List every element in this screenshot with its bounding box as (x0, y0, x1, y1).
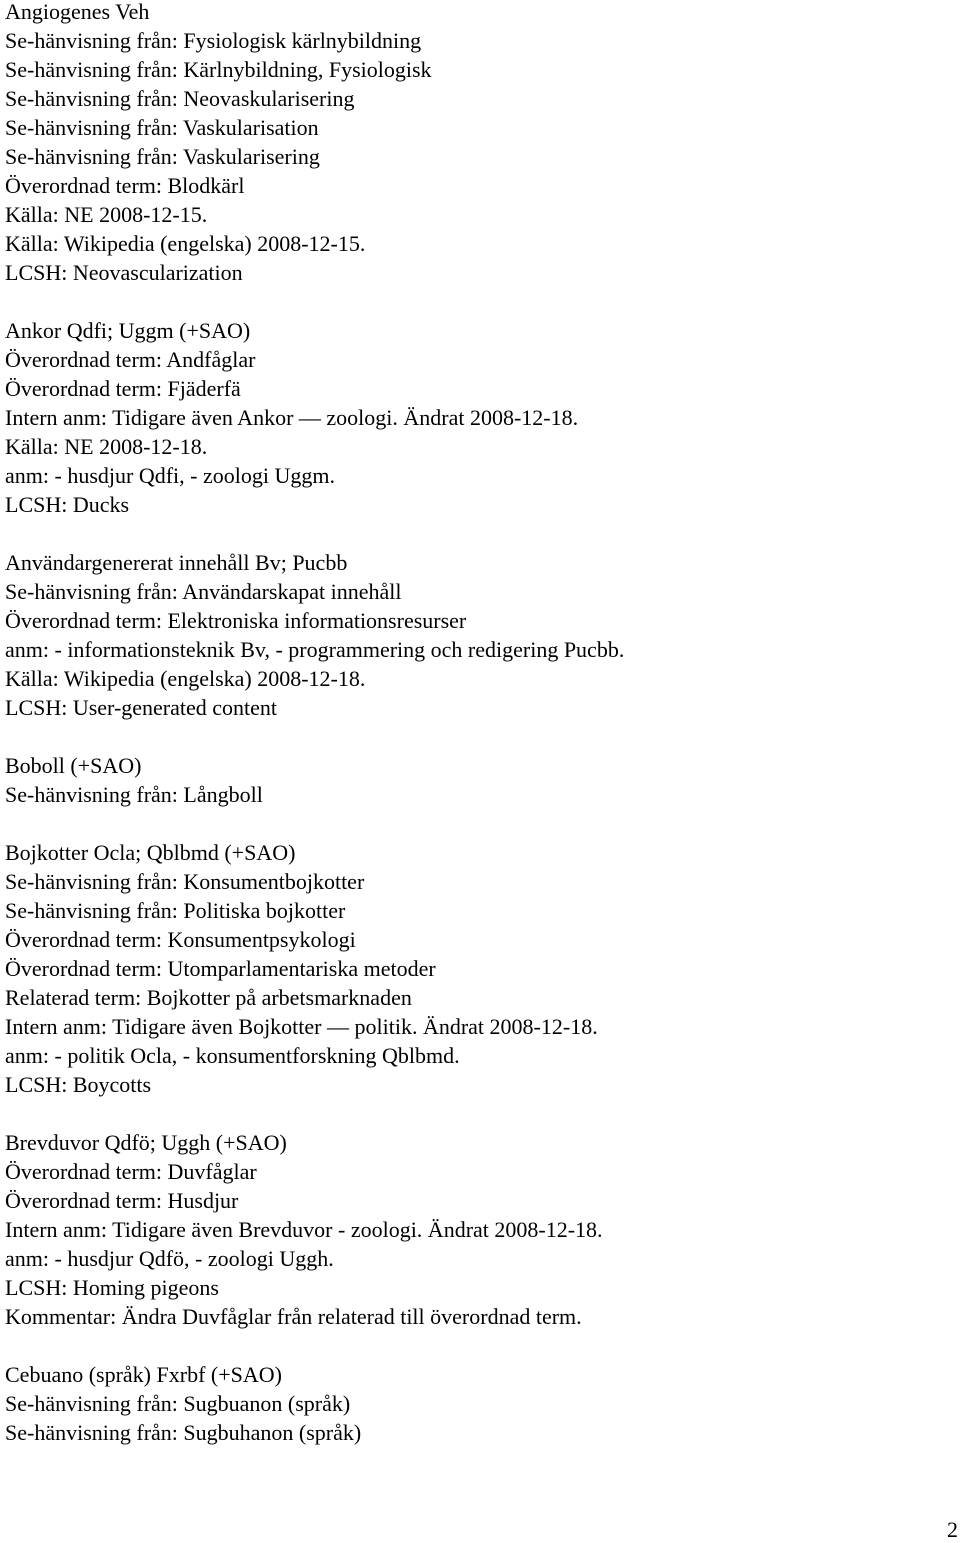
entry-line: Överordnad term: Duvfåglar (5, 1159, 257, 1184)
entry-line: Överordnad term: Elektroniska informationsresurser (5, 608, 467, 633)
entry-line: Relaterad term: Bojkotter på arbetsmarknaden (5, 985, 412, 1010)
thesaurus-entry (5, 1363, 955, 1450)
entry-heading: Boboll (+SAO) (5, 753, 142, 778)
page-number: 2 (947, 1517, 958, 1542)
entry-line: Intern anm: Tidigare även Brevduvor - zoologi. Ändrat 2008-12-18. (5, 1217, 603, 1242)
entry-line: Se-hänvisning från: Kärlnybildning, Fysiologisk (5, 57, 432, 82)
entry-line: Överordnad term: Blodkärl (5, 173, 245, 198)
thesaurus-entry (5, 841, 955, 1102)
entry-line: LCSH: Neovascularization (5, 260, 243, 285)
entry-line: Se-hänvisning från: Sugbuhanon (språk) (5, 1420, 362, 1445)
entry-heading: Angiogenes Veh (5, 0, 150, 24)
entry-line: Källa: NE 2008-12-18. (5, 434, 208, 459)
entry-line: anm: - politik Ocla, - konsumentforskning Qblbmd. (5, 1043, 460, 1068)
entry-line: Källa: NE 2008-12-15. (5, 202, 208, 227)
entry-line: Överordnad term: Husdjur (5, 1188, 239, 1213)
thesaurus-entry (5, 0, 955, 290)
entry-line: Se-hänvisning från: Långboll (5, 782, 263, 807)
entry-line: Se-hänvisning från: Vaskularisering (5, 144, 320, 169)
entry-line: Överordnad term: Utomparlamentariska metoder (5, 956, 436, 981)
thesaurus-entry (5, 551, 955, 725)
entry-line: Se-hänvisning från: Användarskapat innehåll (5, 579, 402, 604)
entry-line: Överordnad term: Fjäderfä (5, 376, 241, 401)
entry-line: Överordnad term: Konsumentpsykologi (5, 927, 356, 952)
entry-heading: Ankor Qdfi; Uggm (+SAO) (5, 318, 251, 343)
entry-line: anm: - husdjur Qdfi, - zoologi Uggm. (5, 463, 335, 488)
entry-line: Se-hänvisning från: Konsumentbojkotter (5, 869, 365, 894)
entry-line: Källa: Wikipedia (engelska) 2008-12-15. (5, 231, 366, 256)
thesaurus-entries (5, 0, 955, 1479)
entry-line: Se-hänvisning från: Sugbuanon (språk) (5, 1391, 351, 1416)
entry-line: LCSH: Ducks (5, 492, 130, 517)
entry-heading: Bojkotter Ocla; Qblbmd (+SAO) (5, 840, 296, 865)
entry-line: Källa: Wikipedia (engelska) 2008-12-18. (5, 666, 366, 691)
entry-line: Se-hänvisning från: Fysiologisk kärlnybildning (5, 28, 422, 53)
entry-line: LCSH: Boycotts (5, 1072, 152, 1097)
entry-line: Se-hänvisning från: Politiska bojkotter (5, 898, 346, 923)
entry-heading: Cebuano (språk) Fxrbf (+SAO) (5, 1362, 282, 1387)
thesaurus-entry (5, 319, 955, 522)
entry-line: anm: - informationsteknik Bv, - programmering och redigering Pucbb. (5, 637, 625, 662)
entry-line: anm: - husdjur Qdfö, - zoologi Uggh. (5, 1246, 334, 1271)
entry-line: Intern anm: Tidigare även Ankor — zoologi. Ändrat 2008-12-18. (5, 405, 579, 430)
entry-heading: Användargenererat innehåll Bv; Pucbb (5, 550, 348, 575)
thesaurus-entry (5, 1131, 955, 1334)
entry-line: Se-hänvisning från: Vaskularisation (5, 115, 319, 140)
entry-line: LCSH: User-generated content (5, 695, 278, 720)
entry-line: Överordnad term: Andfåglar (5, 347, 256, 372)
entry-line: Intern anm: Tidigare även Bojkotter — politik. Ändrat 2008-12-18. (5, 1014, 598, 1039)
entry-heading: Brevduvor Qdfö; Uggh (+SAO) (5, 1130, 287, 1155)
entry-line: Se-hänvisning från: Neovaskularisering (5, 86, 355, 111)
thesaurus-entry (5, 754, 955, 812)
entry-line: Kommentar: Ändra Duvfåglar från relaterad till överordnad term. (5, 1304, 582, 1329)
entry-line: LCSH: Homing pigeons (5, 1275, 219, 1300)
